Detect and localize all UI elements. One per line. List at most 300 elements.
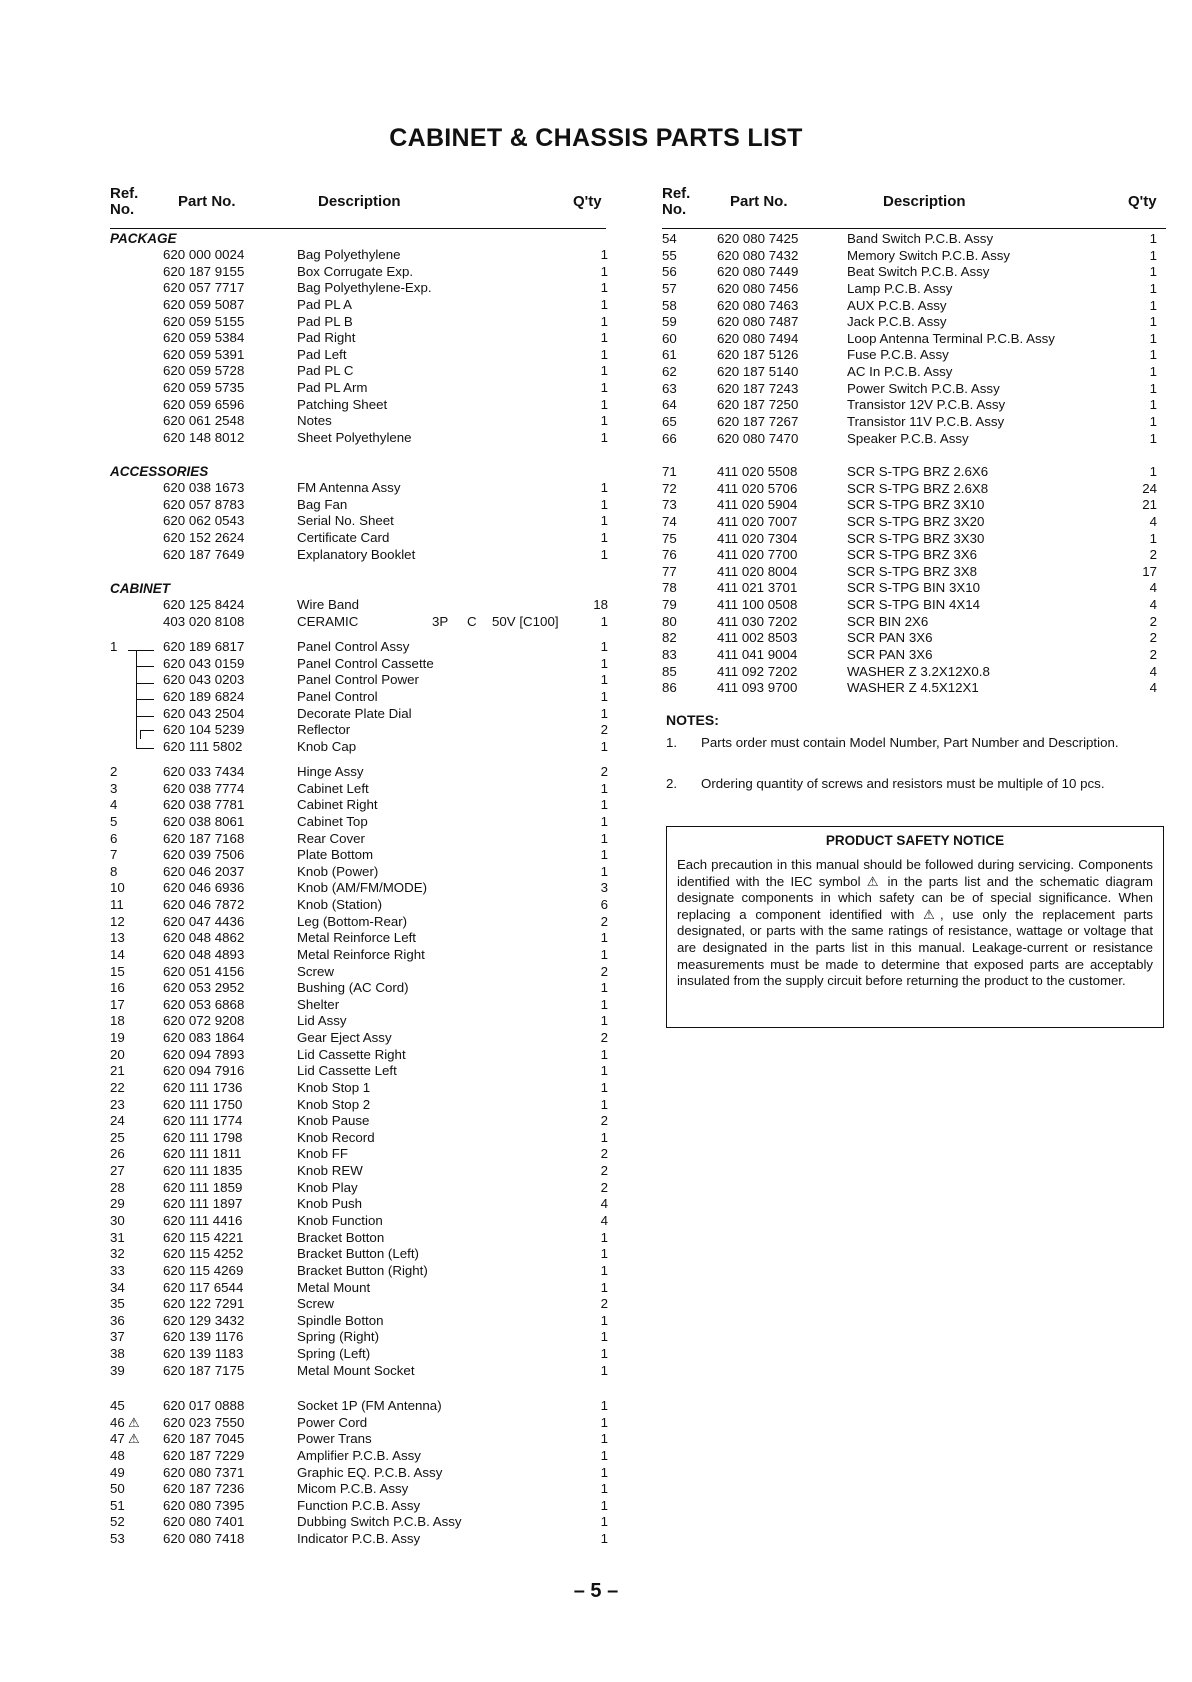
ref-number: 34 [110,1279,125,1295]
quantity: 1 [600,513,608,529]
quantity: 1 [600,529,608,545]
table-row [0,930,620,946]
quantity: 1 [600,480,608,495]
table-row [0,514,1170,530]
description: Bag Polyethylene [297,247,401,262]
quantity: 4 [1149,663,1157,679]
ref-number: 30 [110,1213,125,1228]
description: SCR PAN 3X6 [847,646,933,662]
quantity: 1 [1149,380,1157,396]
quantity: 2 [600,764,608,779]
ref-number: 3 [110,780,118,796]
part-number: 620 187 7649 [163,546,245,562]
quantity: 1 [600,797,608,813]
table-row [0,722,620,738]
ref-number: 77 [662,563,677,579]
table-row [0,481,1170,497]
ref-number: 80 [662,613,677,629]
description: Amplifier P.C.B. Assy [297,1447,421,1463]
description: Knob Stop 1 [297,1079,371,1095]
part-number: 620 080 7487 [717,314,799,330]
quantity: 2 [600,1296,608,1312]
part-number: 620 038 1673 [163,480,245,495]
ref-number: 22 [110,1079,125,1095]
ref-number: 71 [662,464,677,479]
quantity: 1 [600,1279,608,1295]
description: Panel Control Power [297,672,419,688]
part-number: 620 115 4221 [163,1229,244,1245]
quantity: 4 [1149,680,1157,696]
ref-number: 5 [110,813,118,829]
part-number: 620 059 5735 [163,380,245,396]
table-row [0,464,1170,480]
quantity: 1 [600,1046,608,1062]
table-row [0,497,1170,513]
description: Lid Cassette Left [297,1063,397,1079]
description: Transistor 11V P.C.B. Assy [847,413,1005,429]
ref-number: 76 [662,547,677,563]
table-row [0,614,1170,630]
table-row [0,1113,620,1129]
part-number: 620 187 7229 [163,1447,245,1463]
ref-number: 23 [110,1096,125,1112]
table-row [0,764,620,780]
description: Knob Cap [297,738,357,754]
description: Function P.C.B. Assy [297,1497,421,1513]
quantity: 1 [600,247,608,262]
quantity: 1 [600,688,608,704]
quantity: 1 [600,413,608,429]
description: Cabinet Right [297,797,378,813]
ref-number: 79 [662,597,677,613]
description: Jack P.C.B. Assy [847,314,947,330]
part-number: 620 187 7175 [163,1362,245,1378]
quantity: 17 [1142,563,1157,579]
table-row [0,1080,620,1096]
part-number: 620 080 7463 [717,297,799,313]
quantity: 1 [600,813,608,829]
ref-number: 47 [110,1431,125,1447]
description: AC In P.C.B. Assy [847,364,953,380]
description: Knob (Station) [297,897,383,913]
quantity: 1 [600,1398,608,1413]
table-row [0,1398,620,1414]
ref-number: 32 [110,1246,125,1262]
right-ref-header: Ref. No. [662,185,691,218]
quantity: 1 [600,705,608,721]
description: Knob Pause [297,1113,370,1129]
part-number: 620 038 8061 [163,813,245,829]
part-number: 620 080 7449 [717,264,799,280]
description: Metal Mount Socket [297,1362,415,1378]
table-row [0,814,620,830]
quantity: 1 [1149,397,1157,413]
table-row [0,706,620,722]
quantity: 1 [600,429,608,445]
warning-triangle-icon: ⚠ [128,1431,140,1447]
part-number: 620 053 6868 [163,996,245,1012]
quantity: 1 [600,1246,608,1262]
quantity: 2 [600,913,608,929]
table-row [0,847,620,863]
ref-number: 13 [110,930,125,946]
description: Spindle Botton [297,1312,384,1328]
quantity: 1 [600,1431,608,1447]
quantity: 1 [600,1531,608,1547]
part-number: 620 187 5126 [717,347,799,363]
ref-number: 14 [110,946,125,962]
description: Leg (Bottom-Rear) [297,913,408,929]
quantity: 1 [600,1096,608,1112]
part-number: 411 021 3701 [717,580,798,596]
spec-voltage: 50V [C100] [492,613,559,629]
part-number: 620 115 4252 [163,1246,244,1262]
table-row [0,1481,620,1497]
table-row [0,397,1170,413]
part-number: 620 043 0159 [163,655,245,671]
ref-number: 64 [662,397,677,413]
part-number: 411 041 9004 [717,646,798,662]
part-number: 620 059 5728 [163,363,245,379]
part-number: 620 187 7250 [717,397,799,413]
quantity: 1 [1149,413,1157,429]
ref-number: 16 [110,980,125,996]
description: Beat Switch P.C.B. Assy [847,264,990,280]
description: SCR S-TPG BIN 4X14 [847,597,981,613]
table-row [0,331,1170,347]
ref-number: 15 [110,963,125,979]
section-cabinet-title: CABINET [110,581,170,596]
quantity: 1 [600,1514,608,1530]
quantity: 1 [600,1079,608,1095]
description: SCR S-TPG BRZ 2.6X6 [847,464,989,479]
part-number: 620 080 7401 [163,1514,245,1530]
left-desc-header: Description [318,193,401,210]
part-number: 620 080 7456 [717,280,799,296]
description: Lid Cassette Right [297,1046,406,1062]
ref-number: 10 [110,880,125,896]
part-number: 620 111 1774 [163,1113,243,1129]
part-number: 620 051 4156 [163,963,245,979]
part-number: 620 038 7781 [163,797,245,813]
table-row [0,564,1170,580]
ref-number: 73 [662,497,677,513]
description: Micom P.C.B. Assy [297,1481,409,1497]
quantity: 1 [1149,314,1157,330]
quantity: 1 [600,1262,608,1278]
part-number: 620 059 6596 [163,396,245,412]
description: SCR S-TPG BRZ 3X30 [847,530,985,546]
table-row [0,1246,620,1262]
description: Patching Sheet [297,396,388,412]
right-part-header: Part No. [730,193,788,210]
quantity: 1 [600,946,608,962]
table-row [0,1196,620,1212]
table-row [0,897,620,913]
ref-number: 57 [662,280,677,296]
quantity: 1 [600,1063,608,1079]
quantity: 1 [600,380,608,396]
ref-number: 18 [110,1013,125,1029]
part-number: 620 046 7872 [163,897,245,913]
description: Reflector [297,722,351,738]
quantity: 1 [600,980,608,996]
table-row [0,997,620,1013]
table-row [0,739,620,755]
quantity: 24 [1142,480,1157,496]
description: SCR S-TPG BIN 3X10 [847,580,981,596]
table-row [0,1263,620,1279]
description: Bag Polyethylene-Exp. [297,280,432,296]
quantity: 2 [600,963,608,979]
part-number: 620 187 7236 [163,1481,245,1497]
part-number: 620 048 4893 [163,946,245,962]
quantity: 1 [600,546,608,562]
description: Box Corrugate Exp. [297,263,414,279]
quantity: 1 [600,1346,608,1362]
ref-number: 33 [110,1262,125,1278]
table-row [0,797,620,813]
part-number: 620 111 5802 [163,738,243,754]
ref-number: 62 [662,364,677,380]
part-number: 620 080 7470 [717,430,799,446]
ref-number: 53 [110,1531,125,1547]
quantity: 1 [600,830,608,846]
part-number: 620 189 6817 [163,639,245,654]
description: Knob Play [297,1179,358,1195]
ref-number: 27 [110,1163,125,1179]
table-row [0,1415,620,1431]
description: Spring (Left) [297,1346,371,1362]
description: Power Trans [297,1431,372,1447]
ref-number: 54 [662,231,677,246]
part-number: 620 187 5140 [717,364,799,380]
ref-number: 38 [110,1346,125,1362]
part-number: 620 080 7418 [163,1531,245,1547]
part-number: 620 046 2037 [163,863,245,879]
part-number: 411 002 8503 [717,630,798,646]
part-number: 620 048 4862 [163,930,245,946]
quantity: 1 [600,346,608,362]
notice-body: Each precaution in this manual should be followed during servicing. Components identified with the IEC symbol ⚠ in the parts list and the schematic diagram designate components in which safety can be of special significance. When replacing a component identified with ⚠, use only the replacement parts designated, or parts with the same ratings of resistance, wattage or voltage that are designated in the parts list in this manual. Leakage-current or resistance measurements must be made to determine that exposed parts are acceptably insulated from the supply circuit before returning the product to the customer. [677,857,1153,989]
table-row [0,1498,620,1514]
part-number: 620 046 6936 [163,880,245,896]
part-number: 411 093 9700 [717,680,798,696]
part-number: 620 039 7506 [163,847,245,863]
description: Rear Cover [297,830,365,846]
description: Band Switch P.C.B. Assy [847,231,994,246]
description: Power Cord [297,1414,368,1430]
table-row [0,298,1170,314]
quantity: 1 [600,1464,608,1480]
part-number: 620 111 1859 [163,1179,243,1195]
description: Knob Function [297,1213,383,1228]
description: Bushing (AC Cord) [297,980,409,996]
part-number: 620 187 7045 [163,1431,245,1447]
part-number: 620 111 4416 [163,1213,243,1228]
quantity: 1 [600,363,608,379]
quantity: 1 [600,1447,608,1463]
table-row [0,831,620,847]
ref-number: 25 [110,1129,125,1145]
description: WASHER Z 3.2X12X0.8 [847,663,990,679]
description: Power Switch P.C.B. Assy [847,380,1000,396]
ref-number: 1 [110,639,118,654]
table-row [0,414,1170,430]
part-number: 620 187 7267 [717,413,799,429]
part-number: 620 053 2952 [163,980,245,996]
quantity: 1 [600,1329,608,1345]
quantity: 4 [600,1196,608,1212]
part-number: 620 111 1736 [163,1079,243,1095]
section-accessories-title: ACCESSORIES [110,464,209,479]
table-row [0,597,1170,613]
description: Dubbing Switch P.C.B. Assy [297,1514,462,1530]
description: SCR S-TPG BRZ 2.6X8 [847,480,989,496]
part-number: 411 100 0508 [717,597,798,613]
part-number: 620 187 9155 [163,263,245,279]
description: Pad PL Arm [297,380,368,396]
quantity: 2 [1149,646,1157,662]
part-number: 620 094 7916 [163,1063,245,1079]
ref-number: 6 [110,830,118,846]
table-row [0,364,1170,380]
description: Plate Bottom [297,847,374,863]
quantity: 4 [1149,597,1157,613]
table-row [0,1514,620,1530]
table-row [0,1146,620,1162]
table-row [0,248,1170,264]
left-qty-header: Q'ty [573,193,602,210]
part-number: 620 115 4269 [163,1262,244,1278]
description: Knob REW [297,1163,363,1179]
quantity: 1 [1149,280,1157,296]
part-number: 411 020 5508 [717,464,798,479]
part-number: 620 038 7774 [163,780,245,796]
description: Decorate Plate Dial [297,705,412,721]
page-title: CABINET & CHASSIS PARTS LIST [389,124,803,152]
ref-number: 83 [662,646,677,662]
ref-number: 48 [110,1447,125,1463]
table-row [0,281,1170,297]
quantity: 1 [600,296,608,312]
quantity: 1 [600,330,608,346]
quantity: 1 [600,780,608,796]
ref-number: 52 [110,1514,125,1530]
part-number: 620 083 1864 [163,1030,245,1046]
ref-number: 8 [110,863,118,879]
part-number: 620 111 1811 [163,1146,242,1162]
description: Knob Stop 2 [297,1096,371,1112]
part-number: 620 104 5239 [163,722,245,738]
part-number: 620 057 8783 [163,496,245,512]
part-number: 620 000 0024 [163,247,245,262]
part-number: 411 020 7007 [717,513,798,529]
table-row [0,664,1170,680]
quantity: 18 [593,597,608,612]
quantity: 1 [600,639,608,654]
table-row [0,1363,620,1379]
table-row [0,1230,620,1246]
notes-title: NOTES: [666,712,719,728]
quantity: 1 [600,1129,608,1145]
part-number: 620 152 2624 [163,529,245,545]
description: Hinge Assy [297,764,364,779]
description: SCR BIN 2X6 [847,613,929,629]
part-number: 620 122 7291 [163,1296,245,1312]
description: Metal Reinforce Left [297,930,416,946]
part-number: 411 020 8004 [717,563,798,579]
table-row [0,347,1170,363]
table-row [0,1448,620,1464]
ref-number: 74 [662,513,677,529]
description: CERAMIC [297,613,359,629]
quantity: 1 [600,930,608,946]
part-number: 620 117 6544 [163,1279,244,1295]
table-row [0,381,1170,397]
description: Pad Right [297,330,356,346]
part-number: 620 111 1750 [163,1096,243,1112]
part-number: 620 043 0203 [163,672,245,688]
description: Panel Control Assy [297,639,410,654]
table-row [0,1063,620,1079]
table-row [0,864,620,880]
quantity: 1 [1149,297,1157,313]
quantity: 1 [1149,264,1157,280]
quantity: 2 [600,1163,608,1179]
table-row [0,1013,620,1029]
quantity: 1 [1149,364,1157,380]
table-row [0,264,1170,280]
part-number: 620 080 7395 [163,1497,245,1513]
description: Cabinet Left [297,780,369,796]
table-row [0,1030,620,1046]
description: Screw [297,1296,334,1312]
description: Sheet Polyethylene [297,429,412,445]
ref-number: 56 [662,264,677,280]
quantity: 1 [1149,464,1157,479]
description: Metal Mount [297,1279,371,1295]
right-qty-header: Q'ty [1128,193,1157,210]
description: Loop Antenna Terminal P.C.B. Assy [847,330,1055,346]
part-number: 620 080 7371 [163,1464,245,1480]
description: Memory Switch P.C.B. Assy [847,247,1011,263]
ref-number: 4 [110,797,118,813]
ref-number: 12 [110,913,125,929]
table-row [0,1047,620,1063]
quantity: 1 [600,1013,608,1029]
quantity: 1 [600,847,608,863]
quantity: 2 [1149,630,1157,646]
table-row [0,1130,620,1146]
description: Transistor 12V P.C.B. Assy [847,397,1006,413]
table-row [0,547,1170,563]
ref-number: 46 [110,1414,125,1430]
ref-number: 7 [110,847,118,863]
part-number: 403 020 8108 [163,613,245,629]
part-number: 620 094 7893 [163,1046,245,1062]
description: Speaker P.C.B. Assy [847,430,969,446]
table-row [0,947,620,963]
part-number: 620 057 7717 [163,280,245,296]
part-number: 411 020 7304 [717,530,798,546]
table-row [0,880,620,896]
quantity: 3 [600,880,608,896]
table-row [0,964,620,980]
ref-number: 65 [662,413,677,429]
quantity: 2 [600,1030,608,1046]
part-number: 620 111 1798 [163,1129,243,1145]
